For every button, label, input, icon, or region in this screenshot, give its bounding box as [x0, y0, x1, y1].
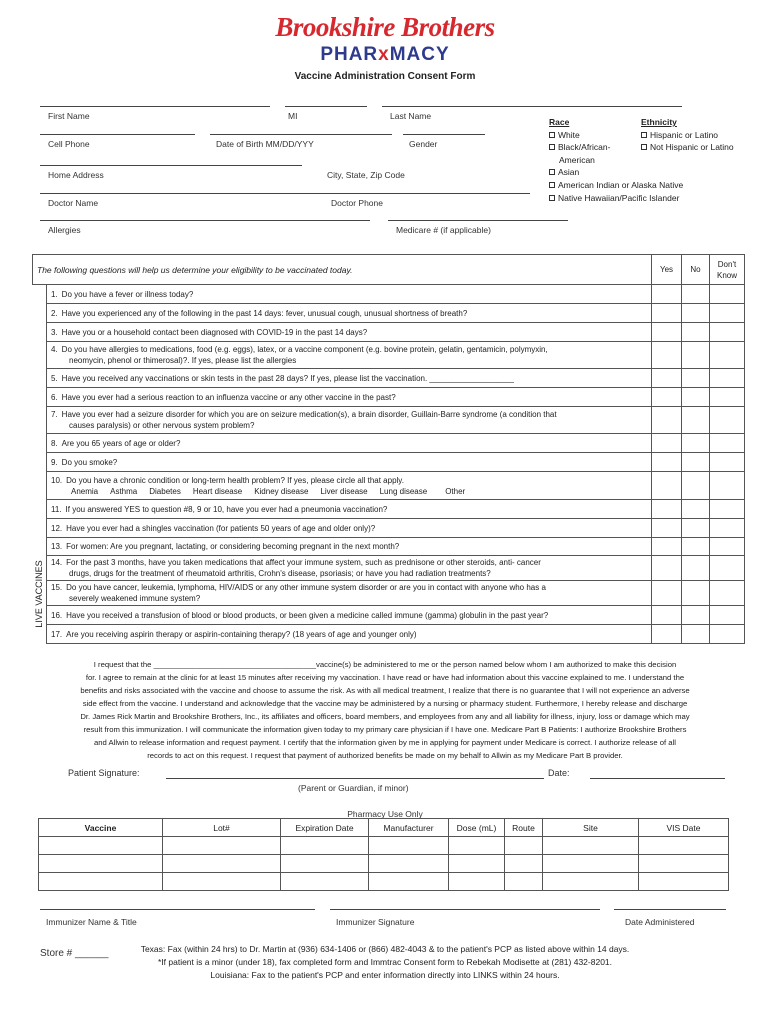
checkbox-icon[interactable]: [549, 132, 555, 138]
consent-line: I request that the ______________________________________vaccine(s) be administered to me or the person named below whom I am authorized to make this decision: [93, 660, 677, 669]
question-text: 8. Are you 65 years of age or older?: [47, 434, 652, 453]
consent-line: benefits and risks associated with the vaccine and choose to assume the risk. As with all medical treatment, I realize that there is no guarantee that I will not experience an adverse: [80, 686, 690, 695]
col-expiration: Expiration Date: [281, 819, 369, 837]
pharmacy-pre: PHAR: [320, 44, 379, 65]
checkbox-icon[interactable]: [549, 182, 555, 188]
answer-dont-know[interactable]: [710, 407, 745, 434]
answer-dont-know[interactable]: [710, 285, 745, 304]
answer-yes[interactable]: [652, 472, 682, 500]
site-cell[interactable]: [543, 855, 639, 873]
table-row: [33, 519, 745, 538]
condition-other[interactable]: Other: [445, 486, 466, 496]
table-row: [33, 472, 745, 500]
question-text: 6. Have you ever had a serious reaction to an influenza vaccine or any other vaccine in the past?: [47, 388, 652, 407]
dose-cell[interactable]: [449, 855, 505, 873]
answer-yes[interactable]: [652, 538, 682, 556]
checkbox-icon[interactable]: [549, 144, 555, 150]
answer-yes[interactable]: [652, 285, 682, 304]
condition-diabetes[interactable]: Diabetes: [149, 486, 181, 496]
expiration-cell[interactable]: [281, 855, 369, 873]
question-text: 3. Have you or a household contact been diagnosed with COVID-19 in the past 14 days?: [47, 323, 652, 342]
condition-asthma[interactable]: Asthma: [110, 486, 138, 496]
table-row: [33, 625, 745, 644]
last-name-label: Last Name: [390, 111, 432, 121]
answer-yes[interactable]: [652, 388, 682, 407]
ethnicity-option-hispanic[interactable]: Hispanic or Latino: [641, 129, 761, 142]
answer-dont-know[interactable]: [710, 500, 745, 519]
question-text: 1. Do you have a fever or illness today?: [47, 285, 652, 304]
louisiana-instructions: Louisiana: Fax to the patient's PCP and enter information directly into LINKS within 24 hours.: [210, 970, 560, 980]
date-administered-line[interactable]: [614, 909, 726, 910]
answer-no[interactable]: [682, 500, 710, 519]
question-text: 5. Have you received any vaccinations or skin tests in the past 28 days? If yes, please list the vaccination. ___________________: [47, 369, 652, 388]
patient-signature-line[interactable]: [166, 778, 544, 779]
consent-line: records to act on this request. I request that payment of authorized benefits be made on my behalf to Allwin as my Medicare Part B provider.: [147, 751, 623, 760]
route-cell[interactable]: [505, 873, 543, 891]
answer-yes[interactable]: [652, 342, 682, 369]
gender-label: Gender: [409, 139, 438, 149]
vis-date-cell[interactable]: [639, 873, 729, 891]
table-row: [33, 342, 745, 369]
vaccine-cell[interactable]: [39, 837, 163, 855]
dob-label: Date of Birth MM/DD/YYY: [216, 139, 314, 149]
question-text: 13. For women: Are you pregnant, lactating, or considering becoming pregnant in the next month?: [47, 538, 652, 556]
question-text: 7. Have you ever had a seizure disorder for which you are on seizure medication(s), a brain disorder, Guillain-Barre syndrome (a condition that causes paralysis) or other nervous system problem?: [47, 407, 652, 434]
answer-no[interactable]: [682, 285, 710, 304]
table-row: [33, 556, 745, 581]
form-title: Vaccine Administration Consent Form: [294, 71, 476, 82]
table-row: [39, 855, 729, 873]
col-lot: Lot#: [163, 819, 281, 837]
gender-line[interactable]: [403, 134, 485, 135]
table-row: [33, 538, 745, 556]
condition-anemia[interactable]: Anemia: [71, 486, 99, 496]
answer-no[interactable]: [682, 606, 710, 625]
mi-line[interactable]: [285, 106, 367, 107]
site-cell[interactable]: [543, 873, 639, 891]
home-address-label: Home Address: [48, 170, 104, 180]
vaccine-cell[interactable]: [39, 855, 163, 873]
manufacturer-cell[interactable]: [369, 855, 449, 873]
doctor-phone-line[interactable]: [388, 220, 568, 221]
table-row: [39, 837, 729, 855]
answer-dont-know[interactable]: [710, 606, 745, 625]
last-name-line[interactable]: [382, 106, 682, 107]
col-dose: Dose (mL): [449, 819, 505, 837]
table-row: [33, 500, 745, 519]
answer-no[interactable]: [682, 625, 710, 644]
consent-line: for. I agree to remain at the clinic for at least 15 minutes after receiving my vaccination. I have read or have had information about this vaccine explained to me. I understand the: [85, 673, 685, 682]
table-row: [33, 407, 745, 434]
immunizer-signature-label: Immunizer Signature: [336, 917, 415, 927]
doctor-phone-label: Doctor Phone: [331, 198, 383, 208]
race-option-american-indian[interactable]: American Indian or Alaska Native: [549, 179, 749, 192]
signature-date-line[interactable]: [590, 778, 725, 779]
brand-logo: Brookshire Brothers: [275, 12, 495, 42]
answer-no[interactable]: [682, 453, 710, 472]
dose-cell[interactable]: [449, 837, 505, 855]
dob-line[interactable]: [210, 134, 392, 135]
expiration-cell[interactable]: [281, 873, 369, 891]
answer-yes[interactable]: [652, 625, 682, 644]
condition-liver-disease[interactable]: Liver disease: [320, 486, 368, 496]
vaccine-cell[interactable]: [39, 873, 163, 891]
answer-yes[interactable]: [652, 323, 682, 342]
cell-phone-line[interactable]: [40, 134, 195, 135]
answer-no[interactable]: [682, 556, 710, 581]
condition-heart-disease[interactable]: Heart disease: [192, 486, 243, 496]
pharmacy-use-table: [38, 818, 729, 891]
question-text: 4. Do you have allergies to medications, food (e.g. eggs), latex, or a vaccine component (e.g. bovine protein, gelatin, gentamicin, polymyxin, neomycin, phenol or thimerosal)?. If yes, please list the allergies: [47, 342, 652, 369]
guardian-note: (Parent or Guardian, if minor): [298, 783, 409, 793]
checkbox-icon[interactable]: [549, 195, 555, 201]
answer-yes[interactable]: [652, 581, 682, 606]
consent-line: side effect from the vaccine. I understand and acknowledge that the vaccine may be administered by a nursing or pharmacy student. Furthermore, I hereby release and discharge: [82, 699, 688, 708]
immunizer-name-label: Immunizer Name & Title: [46, 917, 137, 927]
race-section-cont: [549, 179, 749, 204]
signature-date-label: Date:: [548, 768, 570, 778]
vis-date-cell[interactable]: [639, 837, 729, 855]
col-vis-date: VIS Date: [639, 819, 729, 837]
route-cell[interactable]: [505, 837, 543, 855]
consent-line: result from this immunization. I will communicate the information given today to my primary care physician if I have one. Medicare Part B Patients: I authorize Brookshire Brothers: [83, 725, 687, 734]
answer-yes[interactable]: [652, 556, 682, 581]
cell-phone-label: Cell Phone: [48, 139, 90, 149]
col-dont-know: Don't Know: [710, 255, 745, 285]
answer-dont-know[interactable]: [710, 453, 745, 472]
answer-yes[interactable]: [652, 519, 682, 538]
rx-mark: x: [378, 44, 390, 65]
col-vaccine: Vaccine: [39, 819, 163, 837]
answer-no[interactable]: [682, 472, 710, 500]
answer-yes[interactable]: [652, 407, 682, 434]
answer-no[interactable]: [682, 407, 710, 434]
eligibility-questions-table: [32, 254, 745, 644]
ethnicity-option-not-hispanic[interactable]: Not Hispanic or Latino: [641, 141, 761, 154]
lot-cell[interactable]: [163, 873, 281, 891]
table-row: [33, 369, 745, 388]
table-header-row: [33, 255, 745, 285]
answer-dont-know[interactable]: [710, 472, 745, 500]
col-route: Route: [505, 819, 543, 837]
immunizer-signature-line[interactable]: [330, 909, 600, 910]
answer-yes[interactable]: [652, 304, 682, 323]
table-row: [33, 434, 745, 453]
answer-dont-know[interactable]: [710, 519, 745, 538]
answer-yes[interactable]: [652, 500, 682, 519]
minor-instructions: *If patient is a minor (under 18), fax completed form and Immtrac Consent form to Rebekah Modisette at (281) 432-8201.: [157, 957, 613, 967]
immunizer-name-line[interactable]: [40, 909, 315, 910]
question-text: 10. Do you have a chronic condition or long-term health problem? If yes, please circle all that apply. Anemia Asthma Diabetes Heart disease Kidney disease Liver disease Lung disease Other: [47, 472, 652, 500]
answer-no[interactable]: [682, 538, 710, 556]
table-row: [33, 581, 745, 606]
vis-date-cell[interactable]: [639, 855, 729, 873]
answer-no[interactable]: [682, 581, 710, 606]
table-row: [33, 606, 745, 625]
table-row: [33, 453, 745, 472]
answer-no[interactable]: [682, 323, 710, 342]
answer-dont-know[interactable]: [710, 323, 745, 342]
question-text: 9. Do you smoke?: [47, 453, 652, 472]
table-row: [39, 873, 729, 891]
col-yes: Yes: [652, 255, 682, 285]
medicare-label: Medicare # (if applicable): [396, 225, 491, 235]
answer-yes[interactable]: [652, 369, 682, 388]
checkbox-icon[interactable]: [549, 169, 555, 175]
race-option-black[interactable]: Black/African-: [549, 141, 659, 154]
col-manufacturer: Manufacturer: [369, 819, 449, 837]
mi-label: MI: [288, 111, 298, 121]
table-row: [33, 304, 745, 323]
condition-kidney-disease[interactable]: Kidney disease: [254, 486, 309, 496]
condition-lung-disease[interactable]: Lung disease: [379, 486, 428, 496]
pharmacy-post: MACY: [389, 44, 450, 65]
checkbox-icon[interactable]: [641, 144, 647, 150]
pharmacy-logo: [0, 44, 770, 66]
manufacturer-cell[interactable]: [369, 873, 449, 891]
table-row: [33, 388, 745, 407]
dose-cell[interactable]: [449, 873, 505, 891]
question-text: 14. For the past 3 months, have you taken medications that affect your immune system, such as prednisone or other steroids, anti- cancer drugs, drugs for the treatment of rheumatoid arthritis, Crohn's disease, psoriasis; or have you had radiation treatments?: [47, 556, 652, 581]
pharmacy-use-header-row: [39, 819, 729, 837]
city-state-zip-line[interactable]: [40, 193, 530, 194]
answer-dont-know[interactable]: [710, 581, 745, 606]
first-name-label: First Name: [48, 111, 90, 121]
chronic-conditions: [71, 487, 477, 496]
answer-dont-know[interactable]: [710, 538, 745, 556]
questions-intro: The following questions will help us determine your eligibility to be vaccinated today.: [33, 255, 652, 285]
texas-instructions: Texas: Fax (within 24 hrs) to Dr. Martin at (936) 634-1406 or (866) 482-4043 & to the patient's PCP as listed above within 14 days.: [140, 944, 630, 954]
answer-no[interactable]: [682, 388, 710, 407]
race-option-asian[interactable]: Asian: [549, 166, 659, 179]
store-number-field[interactable]: Store # ______: [40, 948, 109, 959]
consent-line: and Allwin to release information and request payment. I certify that the information given by me in applying for payment under Medicare is correct. I authorize release of all: [94, 738, 676, 747]
answer-dont-know[interactable]: [710, 388, 745, 407]
answer-dont-know[interactable]: [710, 369, 745, 388]
question-text: 15. Do you have cancer, leukemia, lymphoma, HIV/AIDS or any other immune system disorder or are you in contact with anyone who has a severely weakened immune system?: [47, 581, 652, 606]
live-vaccines-label: LIVE VACCINES: [34, 560, 44, 628]
answer-dont-know[interactable]: [710, 342, 745, 369]
question-text: 11. If you answered YES to question #8, 9 or 10, have you ever had a pneumonia vaccination?: [47, 500, 652, 519]
answer-dont-know[interactable]: [710, 304, 745, 323]
question-text: 12. Have you ever had a shingles vaccination (for patients 50 years of age and older only)?: [47, 519, 652, 538]
first-name-line[interactable]: [40, 106, 270, 107]
doctor-name-label: Doctor Name: [48, 198, 99, 208]
race-heading: Race: [549, 117, 570, 127]
answer-no[interactable]: [682, 519, 710, 538]
question-text: 2. Have you experienced any of the following in the past 14 days: fever, unusual cough, unusual shortness of breath?: [47, 304, 652, 323]
manufacturer-cell[interactable]: [369, 837, 449, 855]
answer-yes[interactable]: [652, 434, 682, 453]
ethnicity-section: [641, 116, 761, 154]
allergies-label: Allergies: [48, 225, 81, 235]
consent-line: Dr. James Rick Martin and Brookshire Brothers, Inc., its affiliates and officers, board members, and employees from any and all liability for illness, injury, loss or damage which may: [80, 712, 690, 721]
lot-cell[interactable]: [163, 855, 281, 873]
answer-no[interactable]: [682, 369, 710, 388]
answer-yes[interactable]: [652, 606, 682, 625]
lot-cell[interactable]: [163, 837, 281, 855]
answer-no[interactable]: [682, 342, 710, 369]
home-address-line[interactable]: [40, 165, 302, 166]
answer-yes[interactable]: [652, 453, 682, 472]
doctor-name-line[interactable]: [40, 220, 370, 221]
consent-paragraph: [58, 658, 712, 762]
city-state-zip-label: City, State, Zip Code: [327, 170, 405, 180]
ethnicity-heading: Ethnicity: [641, 117, 677, 127]
question-text: 17. Are you receiving aspirin therapy or aspirin-containing therapy? (18 years of age and younger only): [47, 625, 652, 644]
race-option-white[interactable]: White: [549, 129, 659, 142]
site-cell[interactable]: [543, 837, 639, 855]
patient-signature-label: Patient Signature:: [68, 768, 140, 778]
pharmacy-use-title: Pharmacy Use Only: [347, 809, 423, 819]
answer-no[interactable]: [682, 304, 710, 323]
answer-dont-know[interactable]: [710, 434, 745, 453]
date-administered-label: Date Administered: [625, 917, 695, 927]
question-text: 16. Have you received a transfusion of blood or blood products, or been given a medicine called immune (gamma) globulin in the past year?: [47, 606, 652, 625]
table-row: [33, 323, 745, 342]
answer-dont-know[interactable]: [710, 556, 745, 581]
race-option-black-cont: American: [559, 154, 595, 165]
answer-dont-know[interactable]: [710, 625, 745, 644]
answer-no[interactable]: [682, 434, 710, 453]
expiration-cell[interactable]: [281, 837, 369, 855]
checkbox-icon[interactable]: [641, 132, 647, 138]
table-row: [33, 285, 745, 304]
col-site: Site: [543, 819, 639, 837]
race-option-native-hawaiian[interactable]: Native Hawaiian/Pacific Islander: [549, 192, 749, 205]
col-no: No: [682, 255, 710, 285]
route-cell[interactable]: [505, 855, 543, 873]
